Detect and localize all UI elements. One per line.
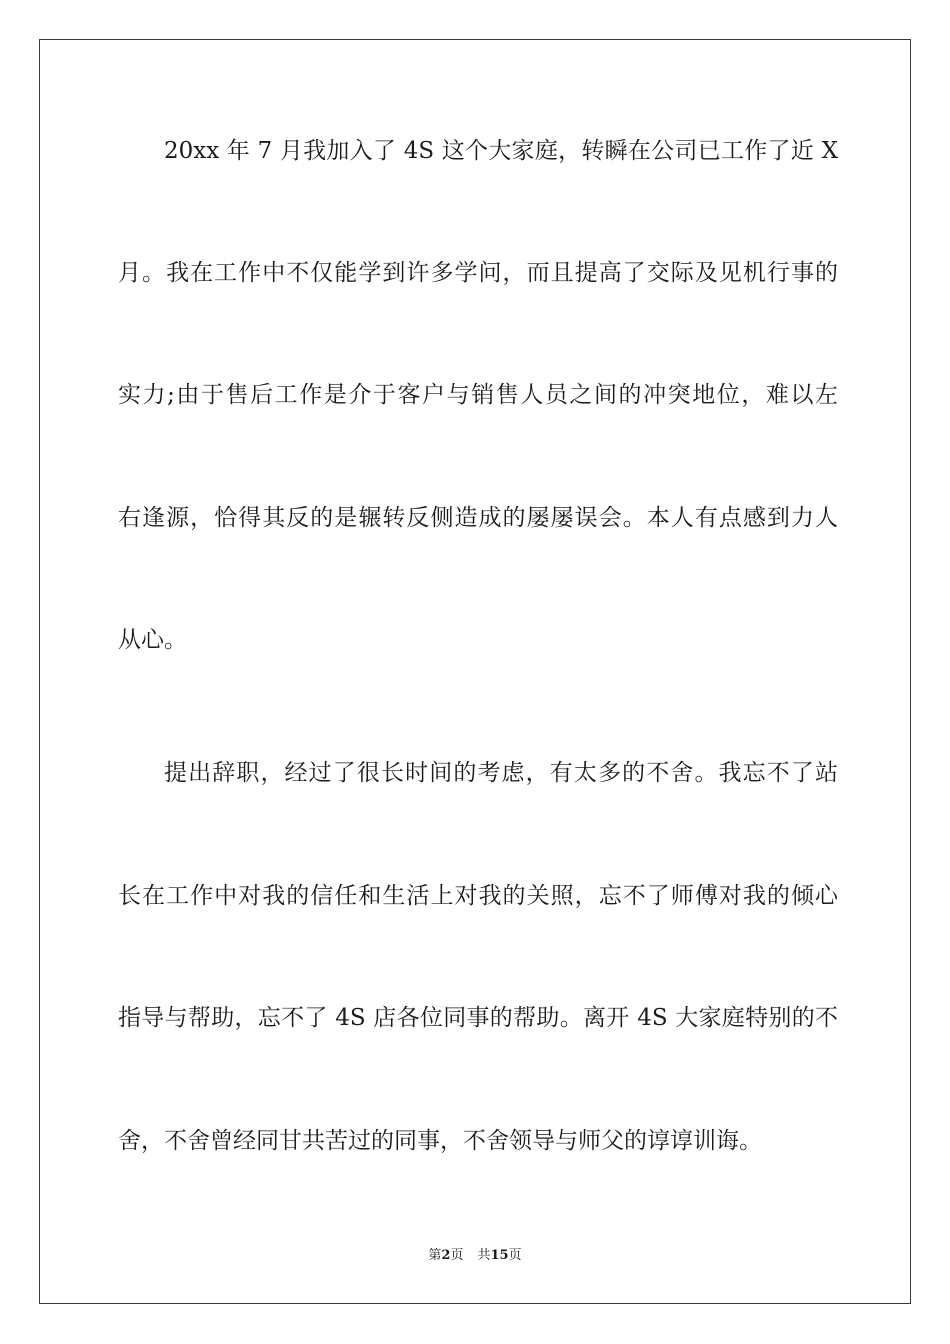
footer-page-prefix: 第 [428, 1248, 442, 1263]
paragraph-1-line-5: 从心。 [118, 627, 187, 653]
page-border [39, 39, 911, 1304]
footer-page-number: 2 [441, 1248, 451, 1263]
footer-total-suffix: 页 [508, 1248, 522, 1263]
page-footer [0, 1247, 950, 1265]
footer-page-suffix: 页 [450, 1248, 464, 1263]
paragraph-1-line-4: 右逢源，恰得其反的是辗转反侧造成的屡屡误会。本人有点感到力人 [118, 505, 838, 531]
paragraph-2-line-2: 长在工作中对我的信任和生活上对我的关照，忘不了师傅对我的倾心 [118, 883, 838, 909]
paragraph-2-line-1: 提出辞职，经过了很长时间的考虑，有太多的不舍。我忘不了站 [164, 760, 838, 786]
paragraph-1-line-3: 实力;由于售后工作是介于客户与销售人员之间的冲突地位，难以左 [118, 382, 838, 408]
footer-total-pages: 15 [490, 1248, 509, 1263]
paragraph-1-line-2: 月。我在工作中不仅能学到许多学问，而且提高了交际及见机行事的 [118, 260, 838, 286]
paragraph-2-line-3: 指导与帮助，忘不了 4S 店各位同事的帮助。离开 4S 大家庭特别的不 [118, 1005, 838, 1031]
paragraph-2-line-4: 舍，不舍曾经同甘共苦过的同事，不舍领导与师父的谆谆训诲。 [118, 1128, 762, 1154]
footer-total-prefix: 共 [477, 1248, 491, 1263]
paragraph-1-line-1: 20xx 年 7 月我加入了 4S 这个大家庭，转瞬在公司已工作了近 X [164, 138, 838, 164]
